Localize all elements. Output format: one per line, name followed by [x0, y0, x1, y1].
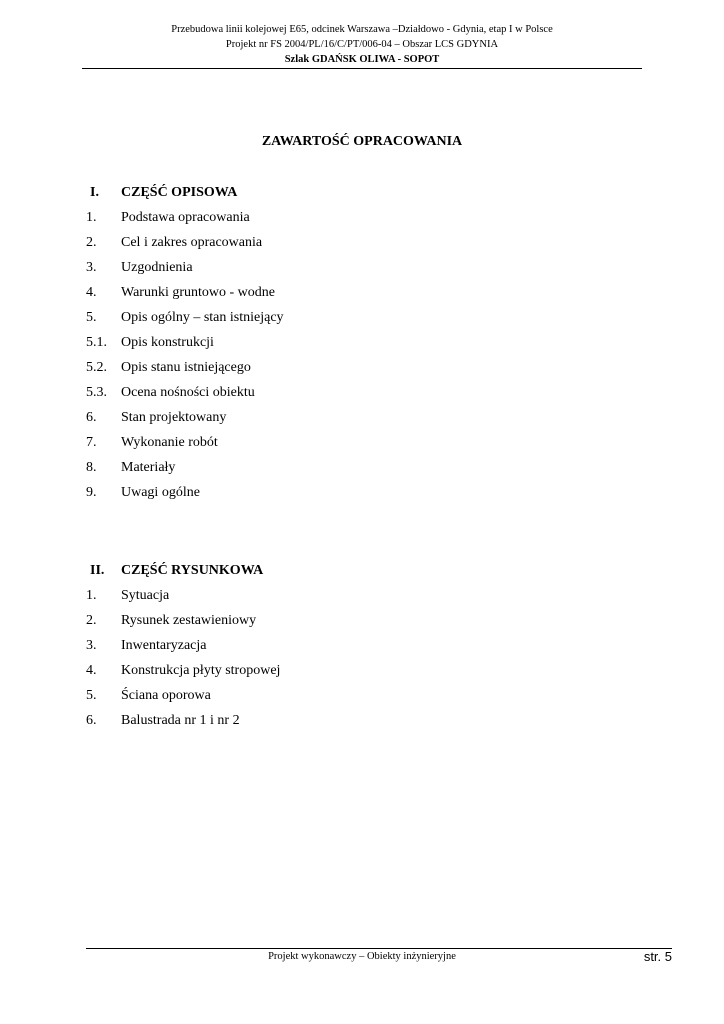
item-text: Cel i zakres opracowania [121, 235, 263, 250]
item-text: Stan projektowany [121, 410, 227, 425]
item-text: Wykonanie robót [121, 435, 218, 450]
list-item [0, 283, 724, 308]
page-number: str. 5 [643, 949, 672, 964]
item-text: Uzgodnienia [121, 260, 193, 275]
list-item [0, 711, 724, 736]
list-item [0, 661, 724, 686]
footer-divider [86, 948, 672, 949]
item-text: Warunki gruntowo - wodne [121, 285, 276, 300]
item-number: 1. [86, 588, 97, 603]
section-numeral: II. [90, 563, 105, 578]
section-descriptive [0, 183, 724, 508]
list-item [0, 383, 724, 408]
item-number: 6. [86, 410, 97, 425]
item-text: Opis konstrukcji [121, 335, 214, 350]
section-title: CZĘŚĆ OPISOWA [121, 185, 238, 200]
list-item [0, 358, 724, 383]
item-number: 8. [86, 460, 97, 475]
list-item [0, 233, 724, 258]
item-number: 5. [86, 688, 97, 703]
item-number: 5.1. [86, 335, 107, 350]
item-number: 9. [86, 485, 97, 500]
list-item [0, 308, 724, 333]
header-project-line: Przebudowa linii kolejowej E65, odcinek Warszawa –Działdowo - Gdynia, etap I w Polsce [171, 24, 553, 35]
item-text: Ocena nośności obiektu [121, 385, 255, 400]
item-number: 3. [86, 638, 97, 653]
item-text: Konstrukcja płyty stropowej [121, 663, 281, 678]
item-number: 5.2. [86, 360, 107, 375]
page-title: ZAWARTOŚĆ OPRACOWANIA [261, 134, 463, 149]
list-item [0, 408, 724, 433]
header-divider [82, 68, 642, 69]
item-number: 5.3. [86, 385, 107, 400]
item-text: Opis ogólny – stan istniejący [121, 310, 284, 325]
item-number: 2. [86, 235, 97, 250]
section-title: CZĘŚĆ RYSUNKOWA [121, 563, 264, 578]
list-item [0, 636, 724, 661]
list-item [0, 611, 724, 636]
list-item [0, 458, 724, 483]
item-number: 6. [86, 713, 97, 728]
item-text: Rysunek zestawieniowy [121, 613, 257, 628]
footer-title: Projekt wykonawczy – Obiekty inżynieryjne [268, 951, 456, 962]
item-text: Materiały [121, 460, 176, 475]
section-heading [0, 561, 724, 586]
item-text: Uwagi ogólne [121, 485, 200, 500]
item-number: 4. [86, 663, 97, 678]
list-item [0, 333, 724, 358]
item-text: Sytuacja [121, 588, 170, 603]
item-number: 1. [86, 210, 97, 225]
item-number: 7. [86, 435, 97, 450]
list-item [0, 686, 724, 711]
item-number: 4. [86, 285, 97, 300]
header-project-number: Projekt nr FS 2004/PL/16/C/PT/006-04 – Obszar LCS GDYNIA [225, 39, 499, 51]
list-item [0, 433, 724, 458]
section-numeral: I. [90, 185, 99, 200]
header-route: Szlak GDAŃSK OLIWA - SOPOT [284, 54, 440, 66]
item-text: Inwentaryzacja [121, 638, 207, 653]
document-header [0, 22, 724, 68]
list-item [0, 258, 724, 283]
item-number: 5. [86, 310, 97, 325]
item-text: Podstawa opracowania [121, 210, 250, 225]
section-drawings [0, 561, 724, 736]
item-number: 3. [86, 260, 97, 275]
section-heading [0, 183, 724, 208]
item-text: Ściana oporowa [121, 688, 211, 703]
item-text: Balustrada nr 1 i nr 2 [121, 713, 240, 728]
item-text: Opis stanu istniejącego [121, 360, 251, 375]
list-item [0, 586, 724, 611]
list-item [0, 208, 724, 233]
list-item [0, 483, 724, 508]
item-number: 2. [86, 613, 97, 628]
